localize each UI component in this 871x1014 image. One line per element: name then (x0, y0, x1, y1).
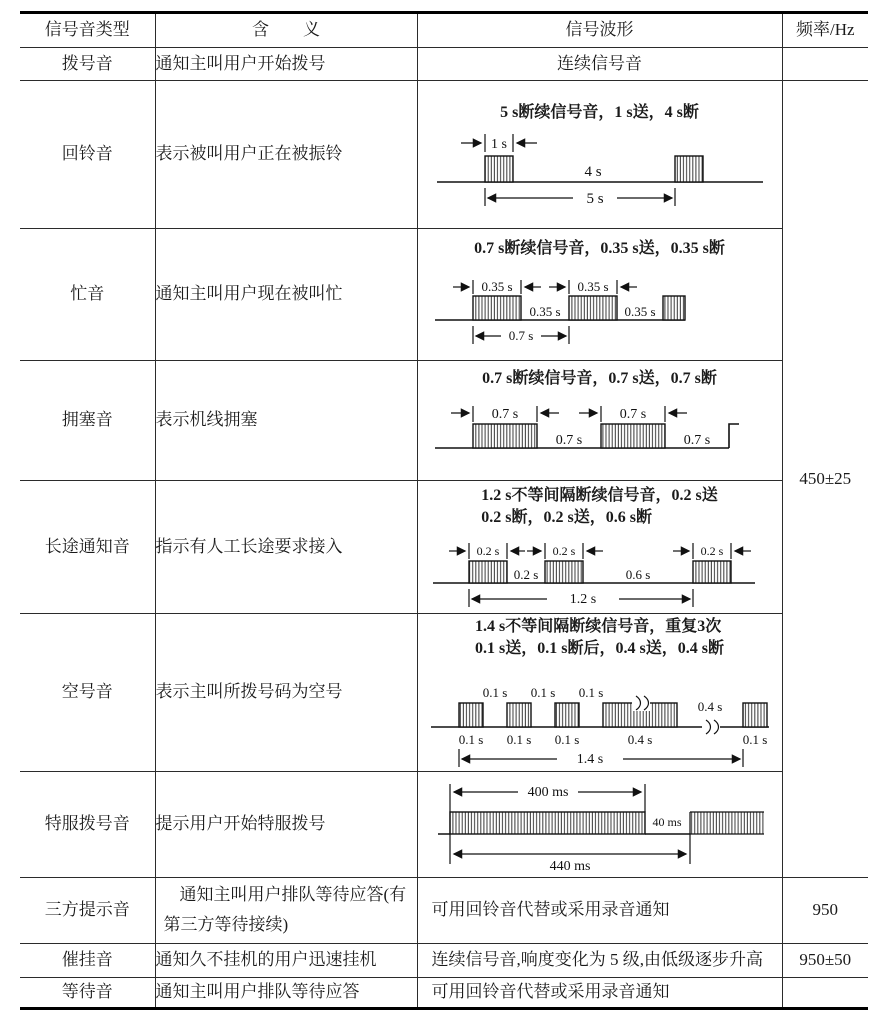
pulses (450, 812, 764, 834)
tone-meaning: 通知久不挂机的用户迅速挂机 (155, 943, 417, 977)
time-label-off: 40 ms (651, 815, 682, 830)
frequency-cell (782, 977, 868, 1008)
tone-type: 长途通知音 (20, 481, 155, 614)
frequency-cell: 950±50 (782, 943, 868, 977)
waveform-cell (417, 771, 782, 877)
tone-type: 特服拨号音 (20, 771, 155, 877)
tone-meaning: 表示主叫所拨号码为空号 (155, 614, 417, 772)
column-header-frequency: 频率/Hz (782, 13, 868, 48)
table-row-dial-tone (20, 48, 868, 81)
waveform-diagram-congestion (425, 392, 775, 476)
waveform-cell (417, 481, 782, 614)
tone-meaning: 通知主叫用户排队等待应答 (155, 977, 417, 1008)
time-label-on: 0.7 s (491, 406, 518, 422)
tone-type: 拥塞音 (20, 361, 155, 481)
waveform-cell (417, 614, 782, 772)
tone-type: 忙音 (20, 229, 155, 361)
column-header-meaning: 含 义 (155, 13, 417, 48)
column-header-type: 信号音类型 (20, 13, 155, 48)
waveform-text: 连续信号音,响度变化为 5 级,由低级逐步升高 (417, 943, 782, 977)
time-label-off: 0.2 s (513, 567, 538, 583)
table-row-congestion-tone (20, 361, 868, 481)
time-label-on: 1 s (490, 136, 507, 152)
waveform-caption: 0.7 s断续信号音，0.35 s送，0.35 s断 (474, 239, 725, 257)
time-label-pulse: 0.1 s (742, 731, 767, 747)
time-label-on: 0.7 s (619, 406, 646, 422)
header-row (20, 13, 868, 48)
waveform-caption: 0.7 s断续信号音，0.7 s送，0.7 s断 (482, 369, 717, 387)
waveform-caption: 5 s断续信号音，1 s送，4 s断 (500, 103, 699, 121)
table-row-three-party-prompt-tone (20, 877, 868, 943)
waveform-cell (417, 81, 782, 229)
time-label-total: 1.4 s (576, 751, 603, 767)
tone-meaning: 通知主叫用户开始拨号 (155, 48, 417, 81)
tone-type: 等待音 (20, 977, 155, 1008)
time-label-on: 0.35 s (576, 278, 609, 294)
time-label-off: 0.6 s (625, 567, 650, 583)
waveform-diagram-special-service (430, 776, 770, 872)
time-label-total: 5 s (585, 190, 604, 207)
waveform-cell (417, 229, 782, 361)
time-label-gap: 0.1 s (578, 684, 603, 700)
waveform-diagram-ringback (425, 126, 775, 210)
tone-meaning: 通知主叫用户排队等待应答(有第三方等待接续) (155, 877, 417, 943)
time-label-on: 0.2 s (552, 544, 575, 559)
time-label-pulse: 0.1 s (506, 731, 531, 747)
frequency-cell: 950 (782, 877, 868, 943)
waveform-diagram-vacant (425, 663, 775, 771)
frequency-cell (782, 48, 868, 81)
tone-meaning: 表示被叫用户正在被振铃 (155, 81, 417, 229)
pulses (469, 561, 731, 583)
table-row-ringback-tone (20, 81, 868, 229)
time-label-on: 0.35 s (480, 278, 513, 294)
waveform-diagram-busy (425, 262, 775, 354)
time-label-on: 400 ms (527, 785, 568, 801)
table-row-busy-tone (20, 229, 868, 361)
waveform-text: 连续信号音 (417, 48, 782, 81)
tone-meaning: 通知主叫用户现在被叫忙 (155, 229, 417, 361)
time-label-gap: 0.1 s (530, 684, 555, 700)
table-row-waiting-tone (20, 977, 868, 1008)
frequency-cell-merged: 450±25 (782, 81, 868, 878)
tone-meaning: 指示有人工长途要求接入 (155, 481, 417, 614)
waveform-caption: 1.2 s不等间隔断续信号音，0.2 s送 0.2 s断，0.2 s送，0.6 s断 (481, 486, 718, 526)
time-label-pulse: 0.1 s (458, 731, 483, 747)
tone-meaning: 表示机线拥塞 (155, 361, 417, 481)
tone-type: 拨号音 (20, 48, 155, 81)
waveform-text: 可用回铃音代替或采用录音通知 (417, 877, 782, 943)
signal-tone-table (20, 11, 868, 1010)
waveform-diagram-toll (425, 531, 775, 611)
time-label-total: 440 ms (549, 859, 590, 873)
waveform-caption: 1.4 s不等间隔断续信号音，重复3次 0.1 s送，0.1 s断后，0.4 s送，0.4 s断 (475, 618, 724, 657)
time-label-off: 0.7 s (683, 432, 710, 448)
tone-type: 空号音 (20, 614, 155, 772)
time-label-off: 0.35 s (528, 303, 561, 319)
time-label-off: 0.35 s (623, 303, 656, 319)
time-label-gap: 0.4 s (697, 698, 722, 714)
waveform-text: 可用回铃音代替或采用录音通知 (417, 977, 782, 1008)
tone-meaning: 提示用户开始特服拨号 (155, 771, 417, 877)
column-header-waveform: 信号波形 (417, 13, 782, 48)
time-label-pulse: 0.1 s (554, 731, 579, 747)
table-row-special-service-dial-tone (20, 771, 868, 877)
time-label-off: 4 s (583, 163, 602, 180)
time-label-on: 0.2 s (476, 544, 499, 559)
time-label-total: 1.2 s (569, 592, 596, 608)
table-row-hangup-urge-tone (20, 943, 868, 977)
dimension-marks (451, 406, 687, 422)
table-row-toll-notify-tone (20, 481, 868, 614)
tone-type: 回铃音 (20, 81, 155, 229)
tone-type: 催挂音 (20, 943, 155, 977)
time-label-pulse: 0.4 s (627, 731, 652, 747)
tone-type: 三方提示音 (20, 877, 155, 943)
time-label-off: 0.7 s (555, 432, 582, 448)
table-row-vacant-number-tone (20, 614, 868, 772)
time-label-on: 0.2 s (700, 544, 723, 559)
time-label-total: 0.7 s (508, 327, 533, 343)
time-label-gap: 0.1 s (482, 684, 507, 700)
waveform-cell (417, 361, 782, 481)
